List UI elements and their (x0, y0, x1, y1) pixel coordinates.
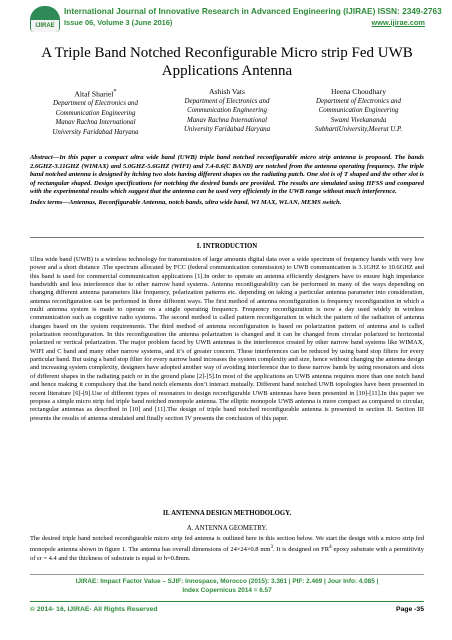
index-terms-label: Index terms— (30, 198, 70, 206)
section-heading-antenna-design: II. ANTENNA DESIGN METHODOLOGY. (162, 510, 292, 517)
author-name: Altaf Shariel* (74, 88, 117, 99)
author-list (30, 87, 424, 138)
journal-logo-text: IJIRAE (31, 20, 59, 32)
author-affiliation-line: Communication Engineering (187, 107, 267, 115)
footer-impact-factor (30, 578, 424, 595)
abstract-label: Abstract— (30, 154, 60, 161)
footer-divider (30, 574, 424, 575)
paper-title: A Triple Band Notched Reconfigurable Micro strip Fed UWB Applications Antenna (41, 45, 413, 79)
abstract-text: In this paper a compact ultra wide band (UWB) triple band notched reconfigurable micro strip antenna is proposed. The bands 2.6GHZ-3.11GHZ (WIMAX) and 5.0GHZ-5.6GHZ (WIFI) and 7.4-8.6(C BAND) are notched from the antenna operating frequency. The triple band notched antenna is designed by itching two slots having different shapes on the radiating patch. One slot is of T shaped and the other slot is of rectangular shaped. Design specifications for notching the desired bands are provided. The results are simulated using HFSS and compared with the experimental results which suggest that the antenna can be used very efficiently in the UWB range without much interference. (30, 154, 424, 196)
author-block (293, 87, 424, 138)
introduction-paragraph: Ultra wide band (UWB) is a wireless technology for transmission of large amounts digital data over a wide spectrum of frequency bands with very low power and a short distance .The spectrum allocated by FCC (federal communication commission) to UWB communication is 3.1GHZ to 10.6GHZ and this band is used for commercial communication applications [1].In order to operate an antenna efficiently designers have to ensure high impedance bandwidth and less interference due to other narrow band systems. Antenna reconfigurability can be performed in many of the ways depending on changing different antenna parameters like frequency, polarization patterns etc. depending on taking a particular antenna parameter into consideration, antenna reconfiguration can be performed in three different ways. The first method of antenna reconfiguration is frequency reconfiguration in which a multi antenna system is made to operate on a single operating frequency. Frequency reconfiguration is now a day used widely in wireless communication such as cognitive radio systems. The second method is called pattern reconfiguration in which the pattern of the radiation of antenna changes based on the system requirements. The third method of antenna reconfiguration is based on polarization pattern of antenna and is called polarization reconfiguration. In this reconfiguration the antenna polarization is changed and it can be changed from circular polarized to horizontal polarized or vertical polarization. The major problem faced by UWB antennas is the interference created by other narrow band systems like WIMAX, WIFI and C band and many other narrow systems, and it’s of greater concern. These interferences can be reduced by using band stop filters for every particular band. But using a band stop filter for every narrow band increases the system complexity and size, hence without changing the antenna design and increasing system complexity, designers have adopted another way of avoiding interference due to these narrow bands by using resonators and slots of different shapes in the radiating patch or in the ground plane [2]-[5].In most of the applications an UWB antenna requires more than one notch band and hence making it compulsory that the band notch elements don’t interact mutually. Different band notched UWB topologies have been presented in recent literature [6]-[9].Use of different types of resonators to design reconfigurable UWB antennas have been presented in [10]-[11].In this paper we propose a simple micro strip fed triple band notched monopole antenna. The elliptic monopole UWB antenna is more compact as compared to circular, rectangular antennas as described in [10] and [11].The design of triple band notched reconfigurable antenna is presented in section II. Section III presents the results of antenna simulated and finally section IV presents the conclusion of this paper. (30, 256, 424, 422)
abstract (30, 154, 424, 208)
author-name: Heena Choudhary (330, 87, 387, 96)
author-affiliation-line: University Faridabad Haryana (183, 126, 271, 134)
journal-name: International Journal of Innovative Research in Advanced Engineering (IJIRAE) ISSN: 2349-2763 (64, 6, 442, 16)
abstract-paragraph (30, 154, 424, 197)
antenna-geometry-paragraph: The desired triple band notched reconfigurable micro strip fed antenna is outlined here in this section below. We start the design with a micro strip fed monopole antenna shown in figure 1. The antenna has overall dimensions of 24×24×0.8 $mm^3$. It is designed on $FR^4$ epoxy substrate with a permittivity of εr = 4.4 and the thickness of substrate is equal to h=0.8mm. (30, 535, 424, 562)
journal-logo (30, 6, 60, 32)
journal-issue: Issue 06, Volume 3 (June 2016) (64, 18, 173, 27)
page-number: Page -35 (396, 606, 424, 613)
abstract-divider (30, 237, 424, 238)
journal-header (30, 6, 442, 34)
section-heading-introduction: I. INTRODUCTION (196, 243, 258, 250)
author-affiliation-line: SubhartiUniversity,Meerut U.P. (314, 126, 403, 134)
author-affiliation-line: Department of Electronics and (184, 97, 270, 105)
journal-website-link[interactable]: www.ijirae.com (371, 18, 425, 27)
author-name: Ashish Vats (209, 87, 245, 96)
author-affiliation-line: Manav Rachna International (55, 119, 136, 127)
author-block (30, 87, 161, 138)
author-affiliation-line: Department of Electronics and (316, 97, 401, 105)
copyright-notice: © 2014- 16, IJIRAE- All Rights Reserved (30, 606, 158, 613)
footer-green-rule (30, 601, 424, 602)
author-affiliation-line: Department of Electronics and (53, 100, 138, 108)
author-affiliation-line: University Faridabad Haryana (52, 128, 139, 136)
index-terms (30, 199, 424, 208)
footer-line-2: Index Copernicus 2014 = 6.57 (182, 586, 272, 594)
author-affiliation-line: Communication Engineering (55, 109, 136, 117)
author-block (162, 87, 293, 138)
subsection-heading-antenna-geometry: A. ANTENNA GEOMETRY. (186, 525, 268, 532)
author-affiliation-line: Manav Rachna International (187, 116, 267, 124)
author-affiliation-line: Communication Engineering (318, 107, 399, 115)
footer-line-1: IJIRAE: Impact Factor Value – SJIF: Innospace, Morocco (2015): 3.361 | PIF: 2.469 | Jour Info: 4.085 | (75, 578, 379, 585)
index-terms-text: Antennas, Reconfigurable Antenna, notch bands, ultra wide band, WI MAX, WLAN, MEMS switch. (69, 198, 342, 206)
author-affiliation-line: Swami Vivekananda (330, 116, 387, 124)
